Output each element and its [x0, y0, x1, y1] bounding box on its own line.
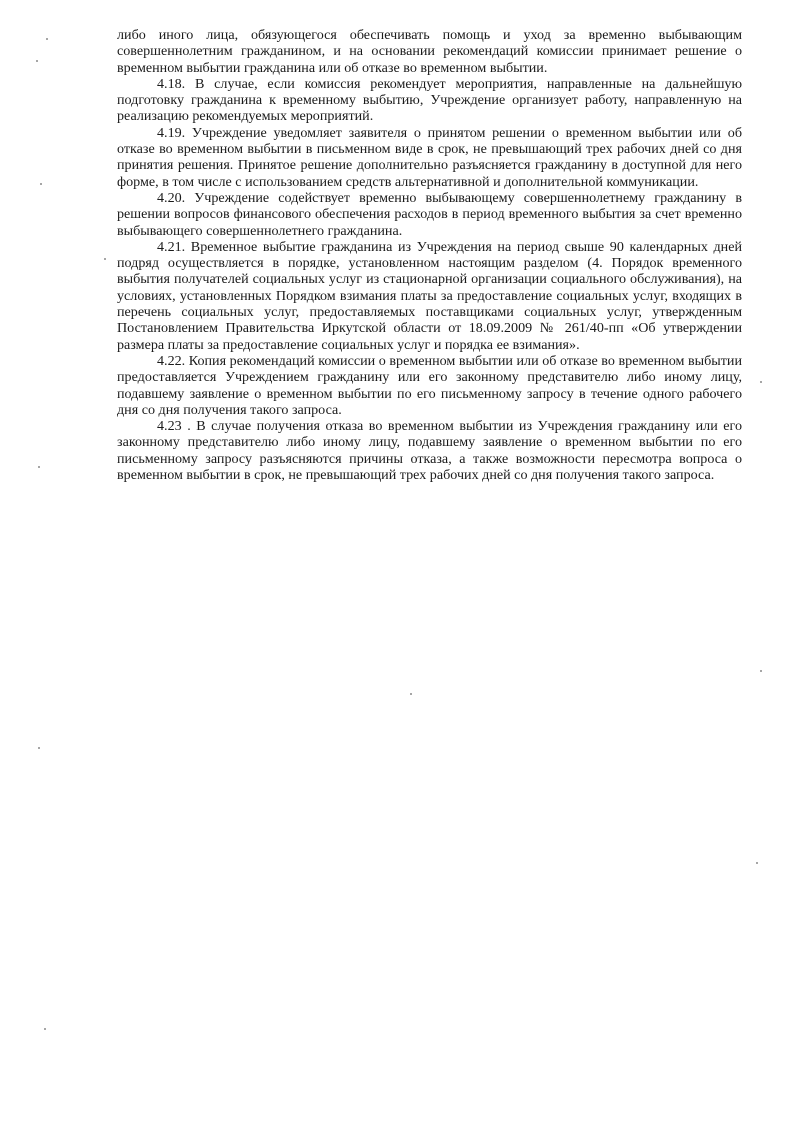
- scan-speck: [760, 670, 762, 672]
- scan-speck: [38, 747, 40, 749]
- scan-speck: [104, 258, 106, 260]
- paragraph-continuation: либо иного лица, обязующегося обеспечивать помощь и уход за временно выбывающим совершеннолетним гражданином, и на основании рекомендаций комиссии принимает решение о временном выбытии гражданина или об отказе во временном выбытии.: [117, 27, 742, 76]
- document-page: [117, 27, 742, 483]
- scan-speck: [46, 38, 48, 40]
- scan-speck: [36, 60, 38, 62]
- scan-speck: [756, 862, 758, 864]
- scan-speck: [410, 693, 412, 695]
- paragraph-4-22: 4.22. Копия рекомендаций комиссии о временном выбытии или об отказе во временном выбытии предоставляется Учреждением гражданину или его законному представителю либо иному лицу, подавшему заявление о временном выбытии по его письменному запросу в течение одного рабочего дня со дня получения такого запроса.: [117, 352, 742, 418]
- scan-speck: [44, 1028, 46, 1030]
- paragraph-4-21: 4.21. Временное выбытие гражданина из Учреждения на период свыше 90 календарных дней подряд осуществляется в порядке, установленном настоящим разделом (4. Порядок временного выбытия получателей социальных услуг из стационарной организации социального обслуживания), на условиях, установленных Порядком взимания платы за предоставление социальных услуг, входящих в перечень социальных услуг, предоставляемых поставщиками социальных услуг, утвержденным Постановлением Правительства Иркутской области от 18.09.2009 № 261/40-пп «Об утверждении размера платы за предоставление социальных услуг и порядка ее взимания».: [117, 238, 742, 353]
- scan-speck: [38, 466, 40, 468]
- paragraph-4-23: 4.23 . В случае получения отказа во временном выбытии из Учреждения гражданину или его законному представителю либо иному лицу, подавшему заявление о временном выбытии по его письменному запросу разъясняются причины отказа, а также возможности пересмотра вопроса о временном выбытии в срок, не превышающий трех рабочих дней со дня получения такого запроса.: [117, 418, 742, 484]
- paragraph-4-19: 4.19. Учреждение уведомляет заявителя о принятом решении о временном выбытии или об отказе во временном выбытии в письменном виде в срок, не превышающий трех рабочих дней со дня принятия решения. Принятое решение дополнительно разъясняется гражданину в доступной для него форме, в том числе с использованием средств альтернативной и дополнительной коммуникации.: [117, 124, 742, 190]
- scan-speck: [760, 381, 762, 383]
- scan-speck: [40, 183, 42, 185]
- paragraph-4-18: 4.18. В случае, если комиссия рекомендует мероприятия, направленные на дальнейшую подготовку гражданина к временному выбытию, Учреждение организует работу, направленную на реализацию рекомендуемых мероприятий.: [117, 75, 742, 125]
- paragraph-4-20: 4.20. Учреждение содействует временно выбывающему совершеннолетнему гражданину в решении вопросов финансового обеспечения расходов в период временного выбытия за счет временно выбывающего совершеннолетнего гражданина.: [117, 189, 742, 239]
